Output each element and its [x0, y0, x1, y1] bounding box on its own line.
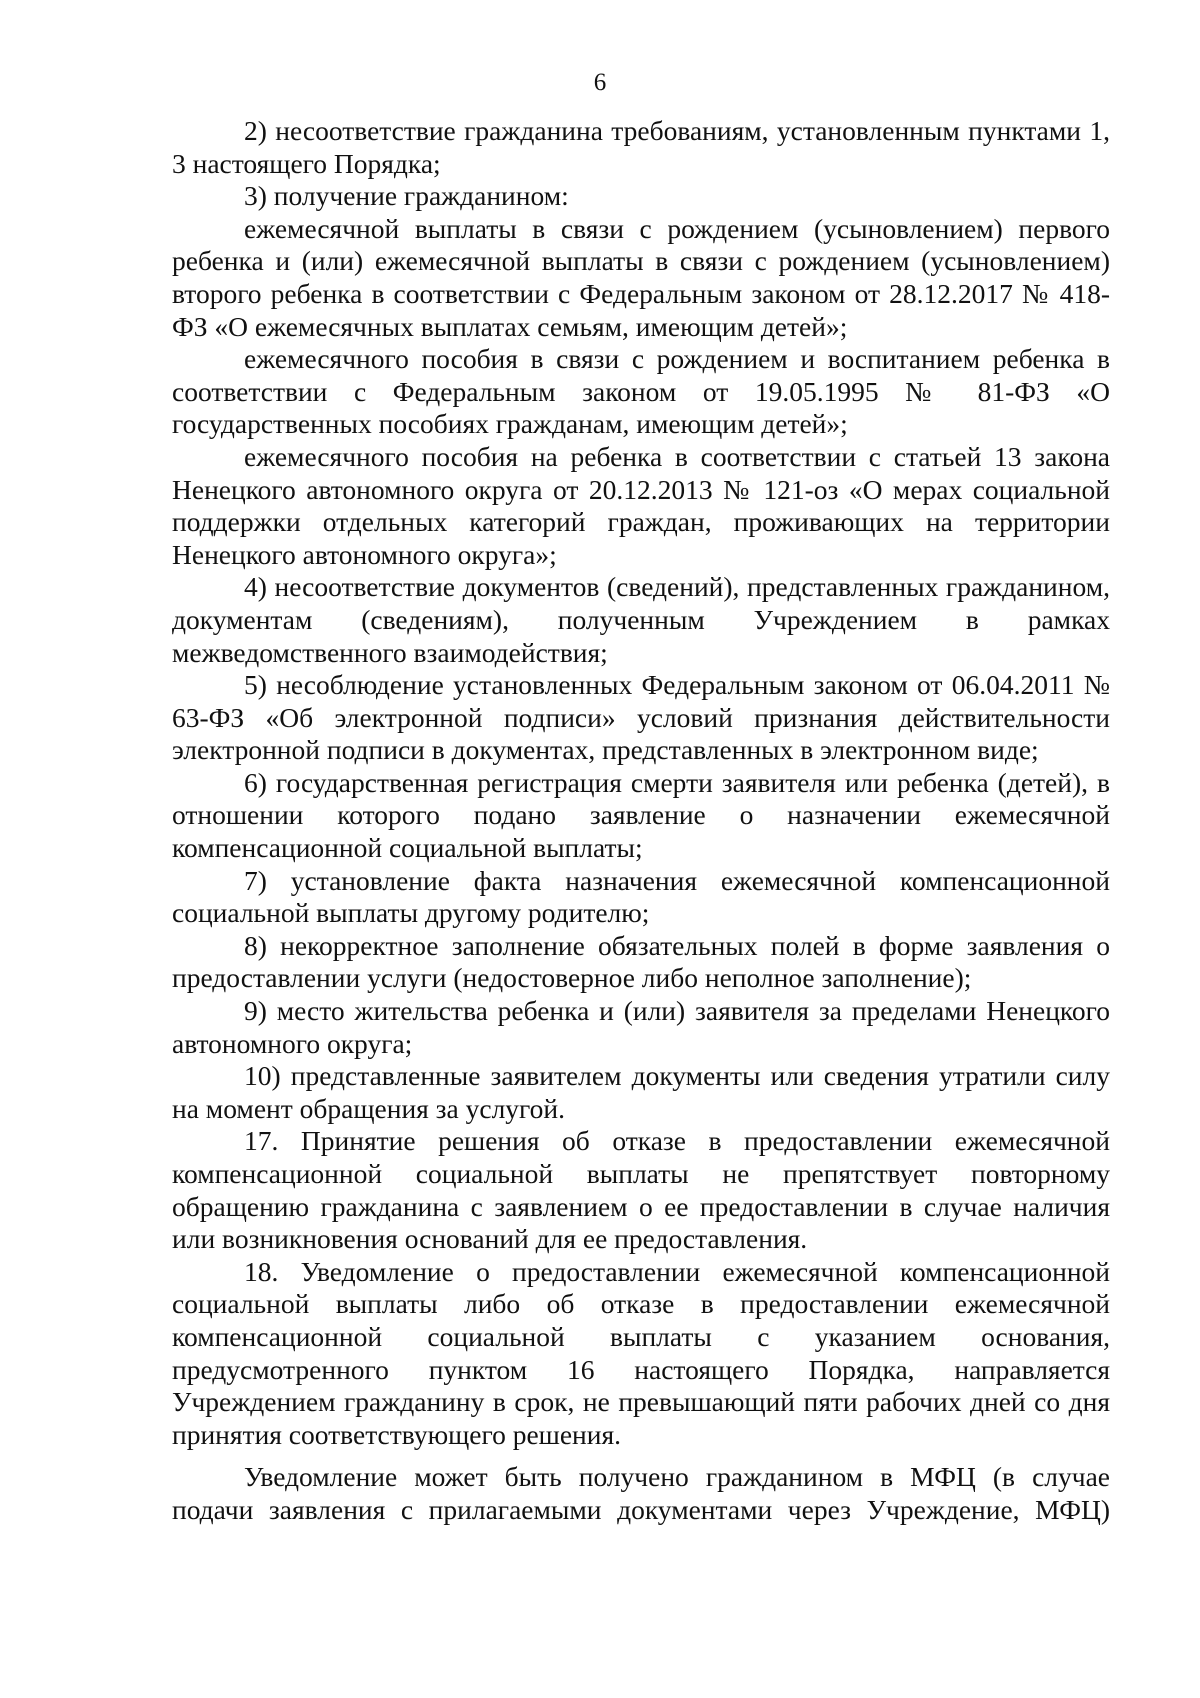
paragraph-subitem-child-allowance-federal: ежемесячного пособия в связи с рождением и воспитанием ребенка в соответствии с Федеральным законом от 19.05.1995 № 81-ФЗ «О государственных пособиях гражданам, имеющим детей»;: [172, 343, 1110, 440]
paragraph-notification: Уведомление может быть получено гражданином в МФЦ (в случае подачи заявления с прилагаемыми документами через Учреждение, МФЦ): [172, 1461, 1110, 1525]
paragraph-item-3: 3) получение гражданином:: [244, 180, 569, 212]
paragraph-subitem-first-second-child-payment: ежемесячной выплаты в связи с рождением (усыновлением) первого ребенка и (или) ежемесячной выплаты в связи с рождением (усыновлением) второго ребенка в соответствии с Федеральным законом от 28.12.2017 № 418-ФЗ «О ежемесячных выплатах семьям, имеющим детей»;: [172, 212, 1110, 342]
paragraph-item-5: 5) несоблюдение установленных Федеральным законом от 06.04.2011 № 63-ФЗ «Об электронной подписи» условий признания действительности электронной подписи в документах, представленных в электронном виде;: [172, 669, 1110, 766]
paragraph-clause-17: 17. Принятие решения об отказе в предоставлении ежемесячной компенсационной социальной выплаты не препятствует повторному обращению гражданина с заявлением о ее предоставлении в случае наличия или возникновения оснований для ее предоставления.: [172, 1125, 1110, 1255]
paragraph-item-7: 7) установление факта назначения ежемесячной компенсационной социальной выплаты другому родителю;: [172, 864, 1110, 929]
document-body: [172, 115, 1110, 1527]
paragraph-item-4: 4) несоответствие документов (сведений), представленных гражданином, документам (сведениям), полученным Учреждением в рамках межведомственного взаимодействия;: [172, 571, 1110, 668]
paragraph-item-10: 10) представленные заявителем документы или сведения утратили силу на момент обращения за услугой.: [172, 1060, 1110, 1124]
paragraph-subitem-child-allowance-regional: ежемесячного пособия на ребенка в соответствии с статьей 13 закона Ненецкого автономного округа от 20.12.2013 № 121-оз «О мерах социальной поддержки отдельных категорий граждан, проживающих на территории Ненецкого автономного округа»;: [172, 440, 1110, 570]
paragraph-item-8: 8) некорректное заполнение обязательных полей в форме заявления о предоставлении услуги (недостоверное либо неполное заполнение);: [172, 929, 1110, 994]
paragraph-item-9: 9) место жительства ребенка и (или) заявителя за пределами Ненецкого автономного округа;: [172, 995, 1110, 1059]
paragraph-item-6: 6) государственная регистрация смерти заявителя или ребенка (детей), в отношении которого подано заявление о назначении ежемесячной компенсационной социальной выплаты;: [172, 766, 1110, 864]
page-number: 6: [593, 69, 607, 96]
paragraph-clause-18: 18. Уведомление о предоставлении ежемесячной компенсационной социальной выплаты либо об отказе в предоставлении ежемесячной компенсационной социальной выплаты с указанием основания, предусмотренного пунктом 16 настоящего Порядка, направляется Учреждением гражданину в срок, не превышающий пяти рабочих дней со дня принятия соответствующего решения.: [172, 1255, 1110, 1450]
paragraph-item-2: 2) несоответствие гражданина требованиям, установленным пунктами 1, 3 настоящего Порядка;: [172, 115, 1110, 179]
